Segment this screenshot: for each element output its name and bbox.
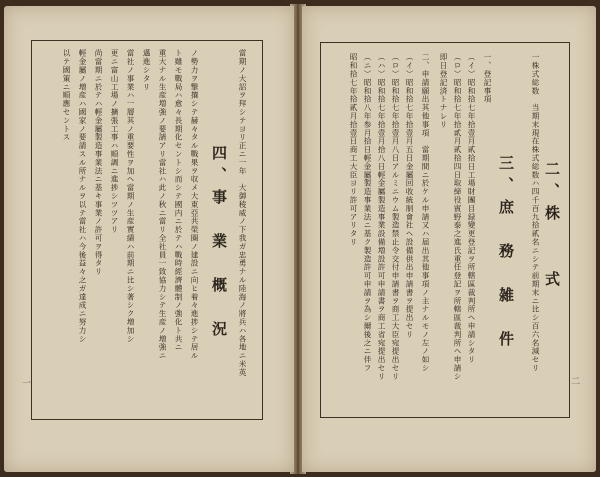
shares-heading: 二、株 式 [543,161,561,293]
body-column: 輕金屬ノ増産ハ國家ノ要請スル所ナルヲ以テ當社ハ今後益々之ガ達成ニ努力シ [78,49,87,343]
body-column: 當社ノ事業ハ一層其ノ重要性ヲ加ヘ當期ノ生産實績ハ前期ニ比シ著シク増加シ [126,49,135,343]
page-number: 一 [22,379,32,389]
body-column: 更ニ富山工場ノ擴張工事ハ順調ニ進捗シツツアリ [110,49,119,234]
application-item: （ロ）昭和拾七年拾壹月八日アルミニウム製造禁止令交付申請書ヲ商工大臣宛提出セリ [391,53,400,381]
right-page-frame [320,42,570,418]
application-item: （ハ）昭和拾七年拾壹月拾八日輕金屬製造事業設備増設許可申請書ヲ商工省宛提出セリ [377,53,386,381]
body-column: 尚當期ニ於テハ輕金屬製造事業法ニ基キ事業ノ許可ヲ得タリ [94,49,103,276]
body-column: 邁進シタリ [142,49,151,91]
application-item: （イ）昭和拾七年拾壹月五日金屬回收統制會社ヘ設備供出申請書ヲ提出セリ [405,53,414,339]
application-item: （ニ）昭和拾八年参月拾日輕金屬製造事業法ニ基ク製造許可申請ヲ為シ爾後之ニ伴フ [363,53,372,373]
registration-item: 即日登記済トナレリ [439,53,448,129]
body-column: ト雖モ戰局ハ愈々長期化セントシ而シテ國内ニ於テハ戰時經濟體制ノ強化ト共ニ [174,49,183,352]
registration-header: 一、登記事項 [483,53,492,104]
application-item: 昭和拾七年拾貳月拾壹日商工大臣ヨリ許可アリタリ [349,53,358,247]
page-number: 二 [570,377,580,387]
body-column: 當期ノ大詔ヲ拜シテヨリ正ニ一年 大御稜威ノ下我ガ忠勇ナル陸海ノ將兵ハ各地ニ米英 [238,49,247,377]
right-page [302,6,596,472]
body-column: 以テ國策ニ順應セントス [62,49,71,142]
application-header: 二、申請願出其他事項 當期間ニ於ケル申請又ハ届出其他事項ノ主ナルモノ左ノ如シ [421,53,430,373]
business-overview-heading: 四、事 業 概 況 [210,145,228,343]
business-matters-heading: 三、庶 務 雑 件 [497,155,515,353]
registration-item: （ロ）昭和拾七年拾貳月貳拾四日取締役賓野泰之進氏重任登記ヲ所轄區裁判所ヘ申請シ [453,53,462,381]
registration-item: （イ）昭和拾七年拾壹月貳拾日工場財團目録變更登記ヲ所轄區裁判所ヘ申請シタリ [467,53,476,364]
share-count-text: 一株式総数 当期末現在株式総数ハ四千百九拾貳名ニシテ前期末ニ比シ百六名減セリ [531,53,540,373]
left-page [4,6,294,472]
body-column: 重大ナル生産増強ノ要請アリ當社ハ此ノ秋ニ當リ全社員一致協力シテ生産ノ増強ニ [158,49,167,360]
body-column: ノ勢力ヲ撃攘シテ赫々タル戰果ヲ収メ大東亞共榮圈ノ建設ニ向ヒ着々進捗シテ居ル [190,49,199,360]
left-page-frame [31,40,263,420]
